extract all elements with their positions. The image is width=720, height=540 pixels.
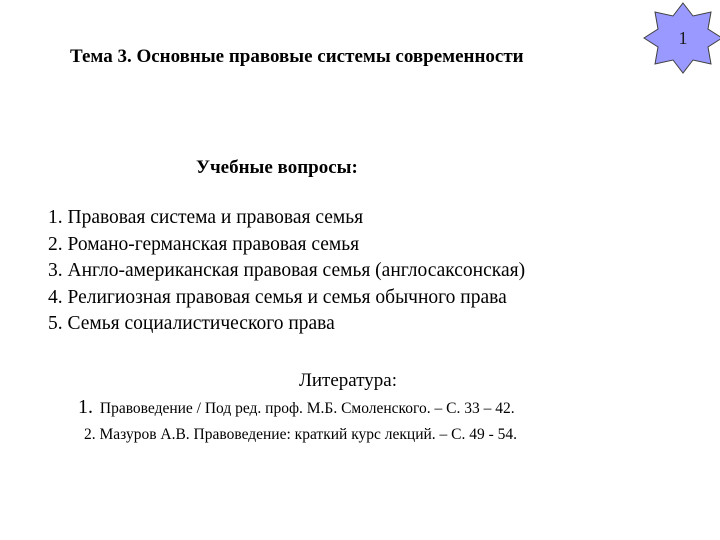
- literature-heading: Литература:: [299, 370, 397, 391]
- literature-item: [84, 426, 517, 444]
- page-number: 1: [678, 28, 688, 48]
- section-subtitle: Учебные вопросы:: [196, 157, 358, 178]
- list-item: 2. Романо-германская правовая семья: [48, 233, 360, 255]
- literature-item-text: Мазуров А.В. Правоведение: краткий курс лекций. – С. 49 - 54.: [99, 426, 518, 443]
- literature-item-text: Правоведение / Под ред. проф. М.Б. Смоленского. – С. 33 – 42.: [99, 400, 515, 417]
- slide-title: Тема 3. Основные правовые системы современности: [70, 46, 524, 67]
- literature-item-number: 1.: [78, 396, 93, 418]
- page-number-badge: [642, 2, 720, 74]
- literature-item: [78, 396, 515, 419]
- list-item: 5. Семья социалистического права: [48, 313, 335, 334]
- list-item: 4. Религиозная правовая семья и семья обычного права: [48, 286, 507, 308]
- questions-list: [48, 205, 525, 338]
- list-item: 1. Правовая система и правовая семья: [48, 207, 364, 228]
- list-item: 3. Англо-американская правовая семья (англосаксонская): [48, 260, 526, 281]
- literature-item-number: 2.: [84, 426, 96, 443]
